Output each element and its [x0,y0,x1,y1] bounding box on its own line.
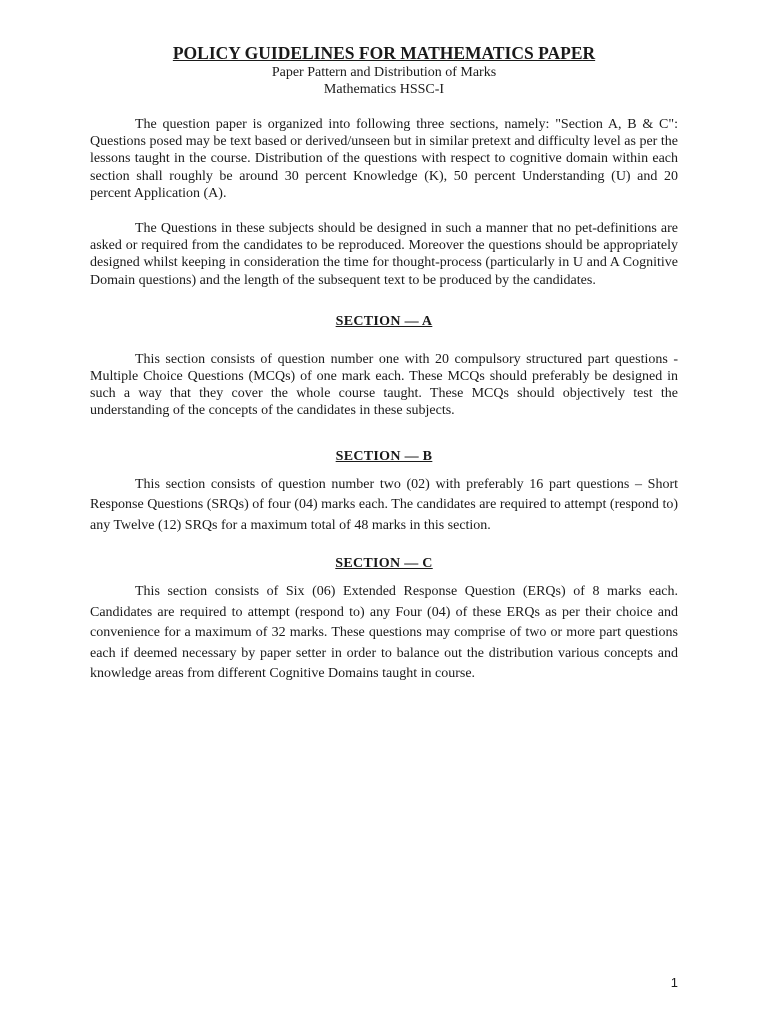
intro-paragraph: The Questions in these subjects should be designed in such a manner that no pet-definitions are asked or required from the candidates to be reproduced. Moreover the questions should be appropriately designed whilst keeping in consideration the time for thought-process (particularly in U and A Cognitive Domain questions) and the length of the subsequent text to be produced by the candidates. [90,221,678,288]
section-a-heading: SECTION — A [335,313,433,329]
section-c-heading: SECTION — C [335,556,433,572]
document-subtitle: Paper Pattern and Distribution of Marks [271,65,497,80]
document-page [90,42,678,685]
section-a-body: This section consists of question number one with 20 compulsory structured part questions - Multiple Choice Questions (MCQs) of one mark each. These MCQs should preferably be designed in such a way that they cover the whole course taught. These MCQs should objectively test the understanding of the concepts of the candidates in these subjects. [90,351,678,419]
section-b-body: This section consists of question number two (02) with preferably 16 part questions – Short Response Questions (SRQs) of four (04) marks each. The candidates are required to attempt (respond to) any Twelve (12) SRQs for a maximum total of 48 marks in this section. [90,476,678,533]
section-b-heading: SECTION — B [335,448,433,464]
document-title: POLICY GUIDELINES FOR MATHEMATICS PAPER [172,43,596,63]
page-number: 1 [670,975,678,990]
section-c-body: This section consists of Six (06) Extended Response Question (ERQs) of 8 marks each. Candidates are required to attempt (respond to) any Four (04) of these ERQs as per their choice and convenience for a maximum of 32 marks. These questions may comprise of two or more part questions each if deemed necessary by paper setter in order to balance out the distribution various concepts and knowledge areas from different Cognitive Domains taught in course. [90,584,678,682]
intro-paragraph: The question paper is organized into following three sections, namely: "Section A, B & C": Questions posed may be text based or derived/unseen but in similar pretext and difficulty level as per the lessons taught in the course. Distribution of the questions with respect to cognitive domain within each section shall roughly be around 30 percent Knowledge (K), 50 percent Understanding (U) and 20 percent Application (A). [90,117,678,201]
document-subject: Mathematics HSSC-I [323,82,445,97]
